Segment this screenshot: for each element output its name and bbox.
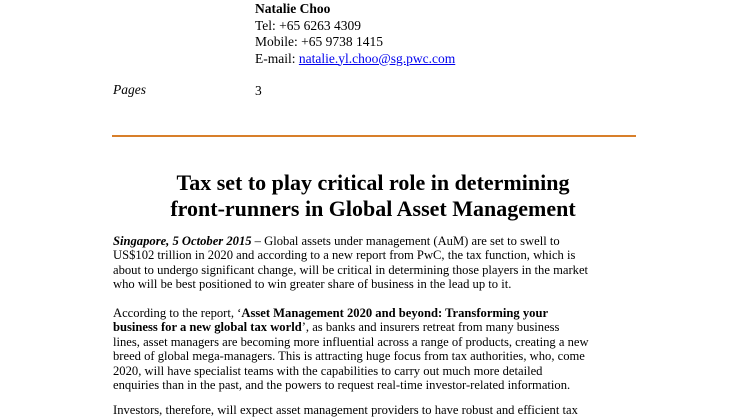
contact-name: Natalie Choo [255, 1, 331, 16]
paragraph-1-line-4: who will be best positioned to win greater share of business in the lead up to it. [113, 277, 512, 292]
report-title-line-1: Asset Management 2020 and beyond: Transforming your [241, 306, 549, 320]
paragraph-2-line-6: enquiries than in the past, and the powers to request real-time investor-related information. [113, 378, 571, 393]
paragraph-2-line-4: breed of global mega-managers. This is attracting huge focus from tax authorities, who, come [113, 349, 585, 364]
header-divider [112, 135, 636, 137]
dateline: Singapore, 5 October 2015 [113, 234, 252, 248]
contact-block [255, 1, 455, 67]
paragraph-1-line-3: about to undergo significant change, will be critical in determining those players in the market [113, 262, 589, 277]
pages-value: 3 [255, 83, 262, 98]
headline-line-2: front-runners in Global Asset Management [170, 196, 576, 221]
paragraph-2-after-title: ’, as banks and insurers retreat from many business [301, 320, 560, 335]
contact-tel: Tel: +65 6263 4309 [255, 17, 362, 33]
paragraph-2 [113, 306, 636, 392]
paragraph-1-line-2: US$102 trillion in 2020 and according to a new report from PwC, the tax function, which is [113, 248, 576, 263]
paragraph-1 [113, 234, 636, 292]
paragraph-3-line-1: Investors, therefore, will expect asset management providers to have robust and efficient tax [113, 403, 578, 417]
contact-email-line [255, 51, 455, 68]
contact-email-label: E-mail: [255, 50, 299, 66]
paragraph-2-lead: According to the report, ‘ [113, 306, 242, 320]
report-title-line-2: business for a new global tax world [113, 320, 302, 335]
contact-mobile: Mobile: +65 9738 1415 [255, 34, 383, 49]
headline-line-1: Tax set to play critical role in determining [176, 170, 570, 195]
paragraph-2-line-3: lines, asset managers are becoming more influential across a range of products, creating a new [113, 334, 589, 349]
headline [100, 170, 646, 222]
paragraph-3 [113, 403, 636, 417]
paragraph-1-line-1: – Global assets under management (AuM) are set to swell to [251, 234, 560, 248]
paragraph-2-line-5: 2020, will have specialist teams with the capabilities to carry out much more detailed [113, 363, 543, 378]
pages-label: Pages [113, 82, 146, 97]
contact-email-link[interactable]: natalie.yl.choo@sg.pwc.com [298, 50, 456, 66]
